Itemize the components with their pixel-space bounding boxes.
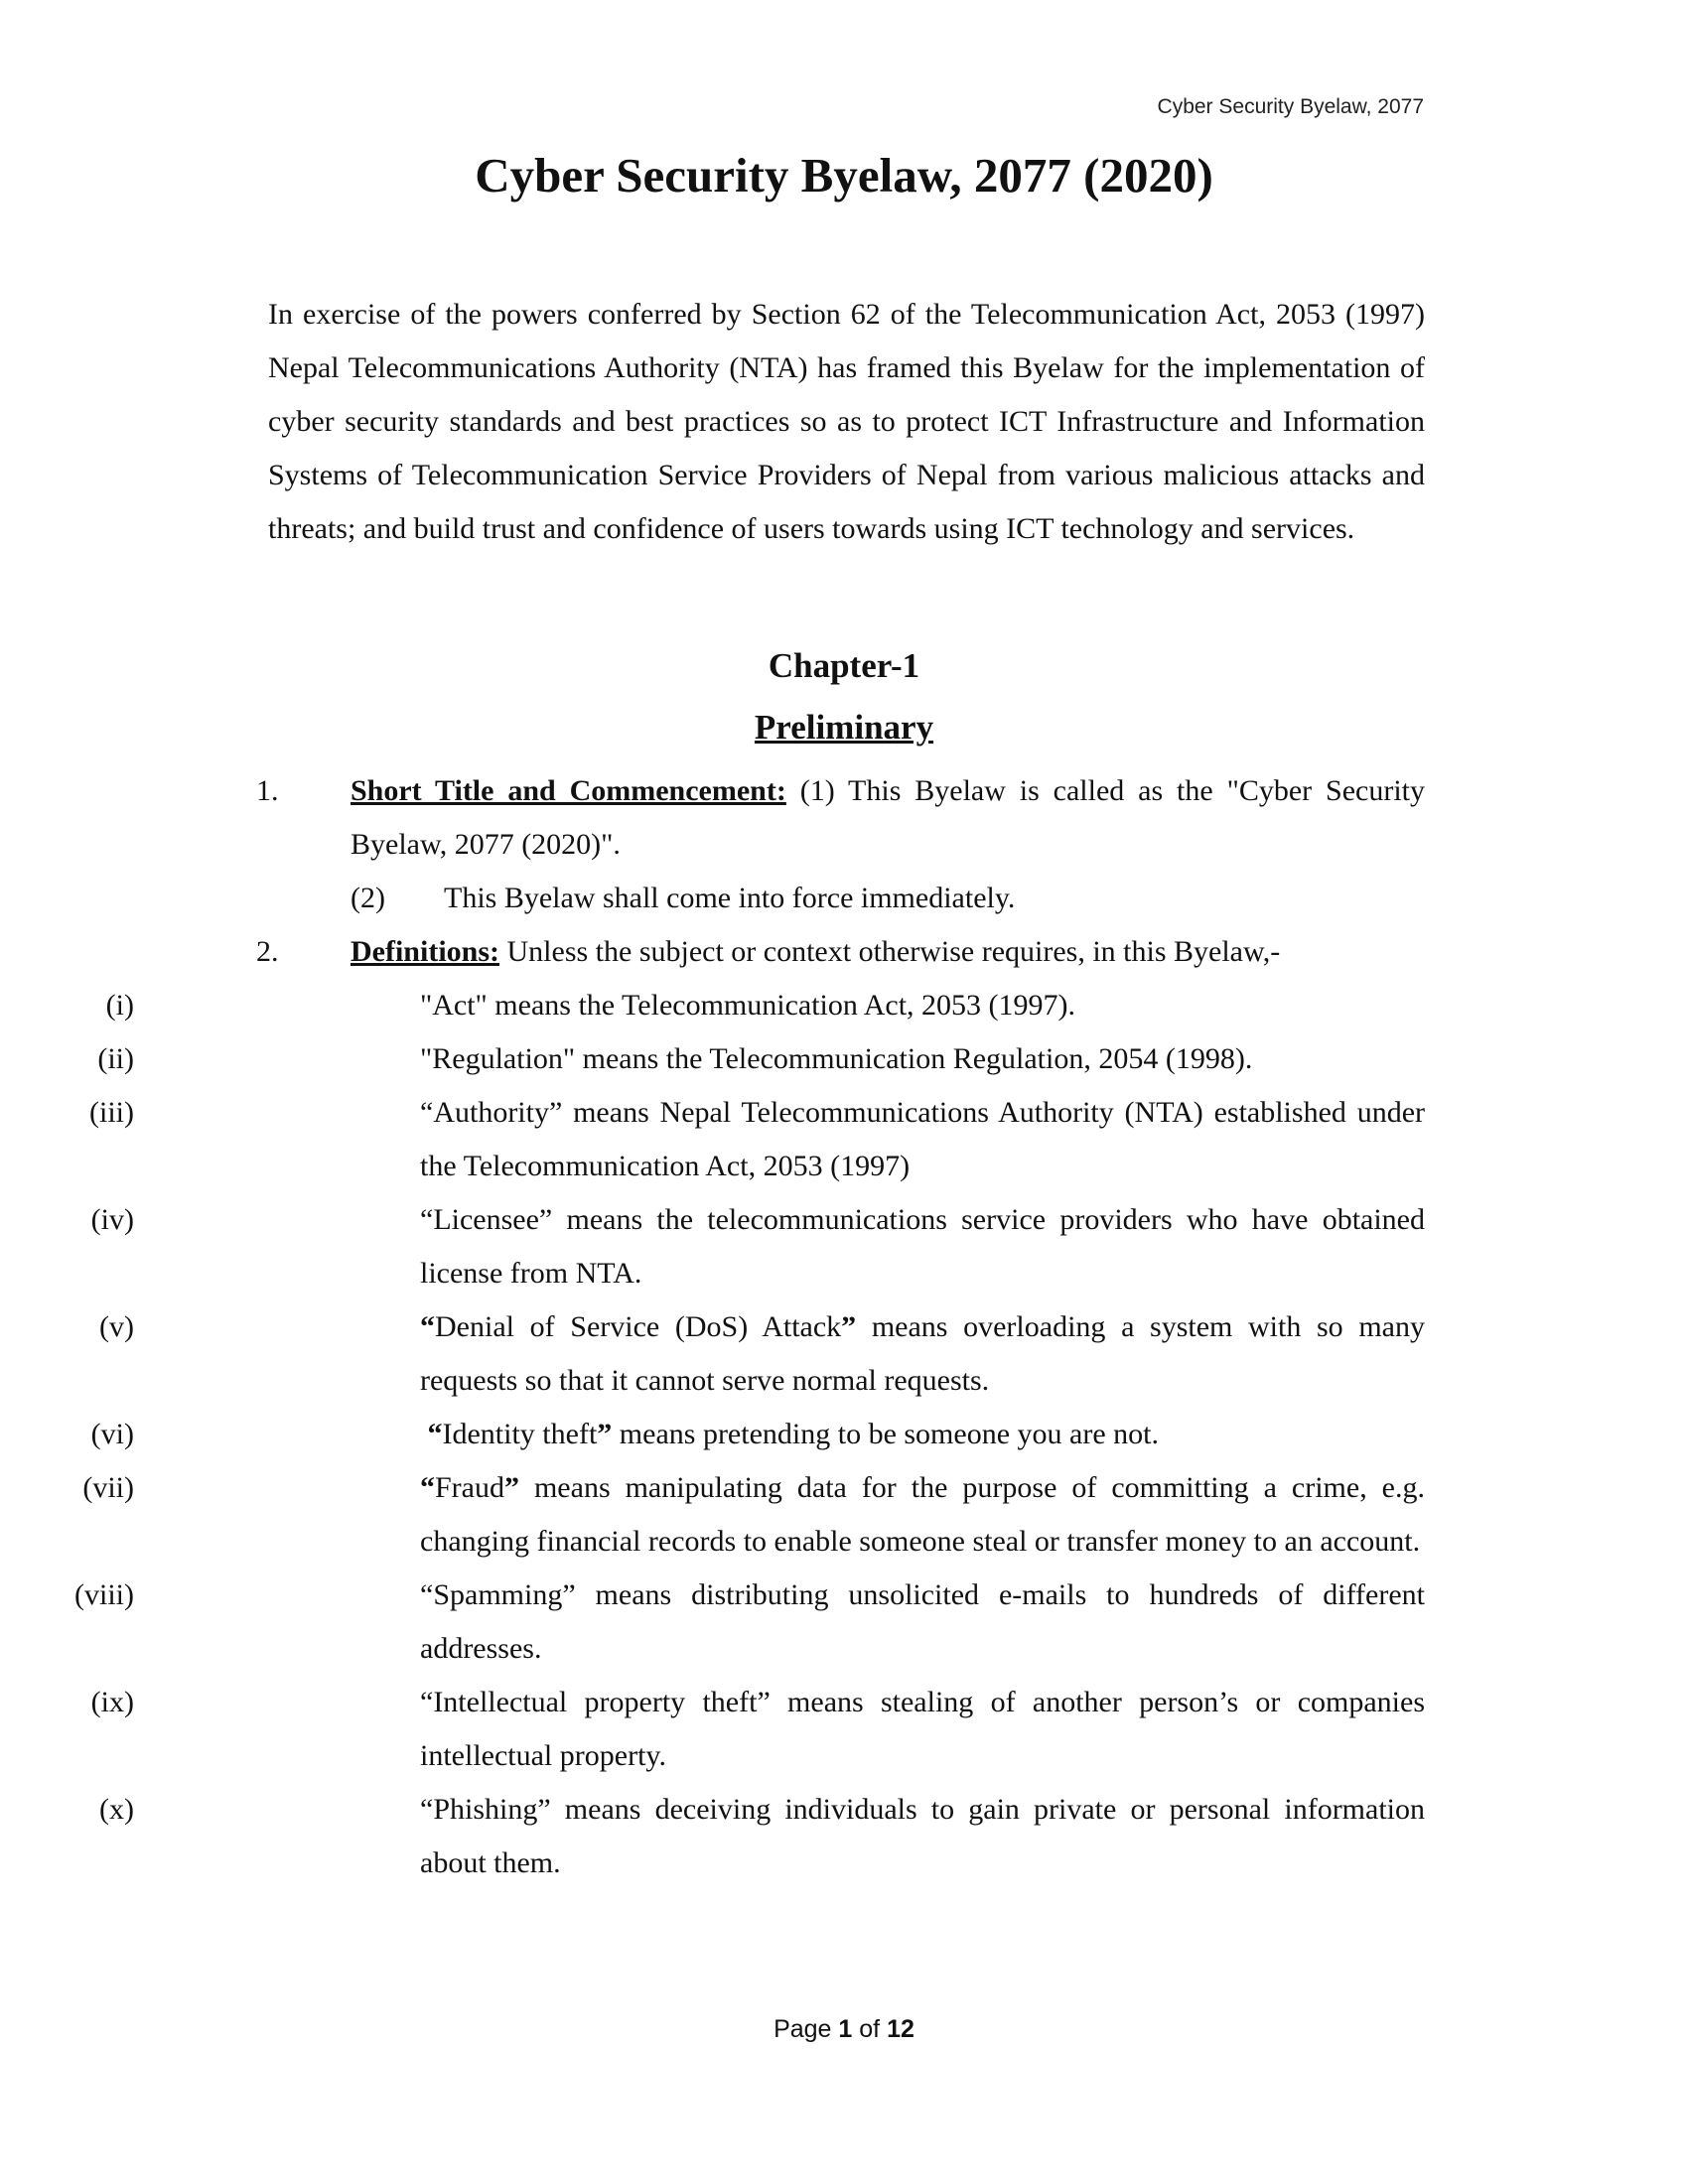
definition-term: Denial of Service (DoS) Attack — [435, 1310, 842, 1343]
definition-text: “Intellectual property theft” means stealing of another person’s or companies intellectual property. — [420, 1686, 1425, 1772]
section-number: 1. — [256, 774, 279, 807]
definition-number: (vi) — [90, 1418, 134, 1450]
section-2 — [0, 925, 1425, 979]
definition-number: (i) — [105, 989, 134, 1022]
definition-text: “Authority” means Nepal Telecommunications Authority (NTA) established under the Telecommunication Act, 2053 (1997) — [420, 1096, 1425, 1182]
definition-term: Identity theft — [442, 1418, 598, 1450]
definition-number: (viii) — [74, 1578, 134, 1611]
page-current: 1 — [838, 2015, 853, 2043]
section-text: (1) This Byelaw is called as the "Cyber Security Byelaw, 2077 (2020)". — [351, 774, 1425, 861]
definition-number: (vii) — [82, 1471, 134, 1504]
definition-item — [0, 1408, 1425, 1461]
definition-item — [0, 1676, 1425, 1783]
definitions-list — [0, 979, 1688, 1890]
section-heading: Short Title and Commencement: — [351, 774, 786, 807]
page-total: 12 — [887, 2015, 914, 2043]
definition-text: "Regulation" means the Telecommunication Regulation, 2054 (1998). — [420, 1042, 1253, 1075]
definition-item — [0, 1461, 1425, 1569]
definition-item — [0, 979, 1425, 1032]
definition-item — [0, 1193, 1425, 1300]
definition-meaning: means manipulating data for the purpose of committing a crime, e.g. changing financial records to enable someone steal or transfer money to an account. — [420, 1471, 1425, 1558]
page-footer — [0, 2015, 1688, 2044]
definition-item — [0, 1086, 1425, 1193]
of-label: of — [859, 2015, 881, 2043]
definition-meaning: means pretending to be someone you are not. — [612, 1418, 1159, 1450]
definition-text: “Licensee” means the telecommunications service providers who have obtained license from NTA. — [420, 1203, 1425, 1290]
definition-text: “Identity theft” means pretending to be someone you are not. — [427, 1418, 1159, 1450]
sections-container — [0, 764, 1688, 1890]
section-body — [351, 764, 1425, 872]
subclause-number: (2) — [351, 882, 385, 914]
section-text: Unless the subject or context otherwise requires, in this Byelaw,- — [499, 935, 1281, 968]
definition-meaning: means overloading a system with so many requests so that it cannot serve normal requests. — [420, 1310, 1425, 1397]
subclause-text: This Byelaw shall come into force immediately. — [444, 882, 1016, 914]
running-header: Cyber Security Byelaw, 2077 — [1157, 95, 1424, 118]
definition-text: “Phishing” means deceiving individuals to gain private or personal information about them. — [420, 1793, 1425, 1879]
chapter-name: Preliminary — [754, 708, 934, 747]
definition-number: (ix) — [90, 1686, 134, 1718]
definition-text: “Spamming” means distributing unsolicited e-mails to hundreds of different addresses. — [420, 1578, 1425, 1665]
definition-number: (v) — [99, 1310, 134, 1343]
definition-number: (iii) — [89, 1096, 134, 1129]
document-title: Cyber Security Byelaw, 2077 (2020) — [475, 148, 1213, 203]
definition-text: “Denial of Service (DoS) Attack” means overloading a system with so many requests so that it cannot serve normal requests. — [420, 1310, 1425, 1397]
definition-item — [0, 1032, 1425, 1086]
preamble-paragraph: In exercise of the powers conferred by Section 62 of the Telecommunication Act, 2053 (1997) Nepal Telecommunications Authority (NTA) has framed this Byelaw for the implementation of cyber security standards and best practices so as to protect ICT Infrastructure and Information Systems of Telecommunication Service Providers of Nepal from various malicious attacks and threats; and build trust and confidence of users towards using ICT technology and services. — [268, 298, 1425, 545]
section-1 — [0, 764, 1425, 872]
definition-item — [0, 1783, 1425, 1890]
definition-item — [0, 1569, 1425, 1676]
definition-number: (ii) — [97, 1042, 134, 1075]
definition-text: “Fraud” means manipulating data for the purpose of committing a crime, e.g. changing financial records to enable someone steal or transfer money to an account. — [420, 1471, 1425, 1558]
subclause-2 — [351, 872, 1425, 925]
section-number: 2. — [256, 935, 279, 968]
section-body — [351, 925, 1425, 979]
definition-term: Fraud — [435, 1471, 504, 1504]
definition-number: (x) — [99, 1793, 134, 1826]
definition-text: "Act" means the Telecommunication Act, 2053 (1997). — [420, 989, 1076, 1022]
definition-number: (iv) — [90, 1203, 134, 1236]
definition-item — [0, 1300, 1425, 1408]
page-label: Page — [774, 2015, 832, 2043]
section-heading: Definitions: — [351, 935, 499, 968]
chapter-number: Chapter-1 — [768, 646, 920, 685]
